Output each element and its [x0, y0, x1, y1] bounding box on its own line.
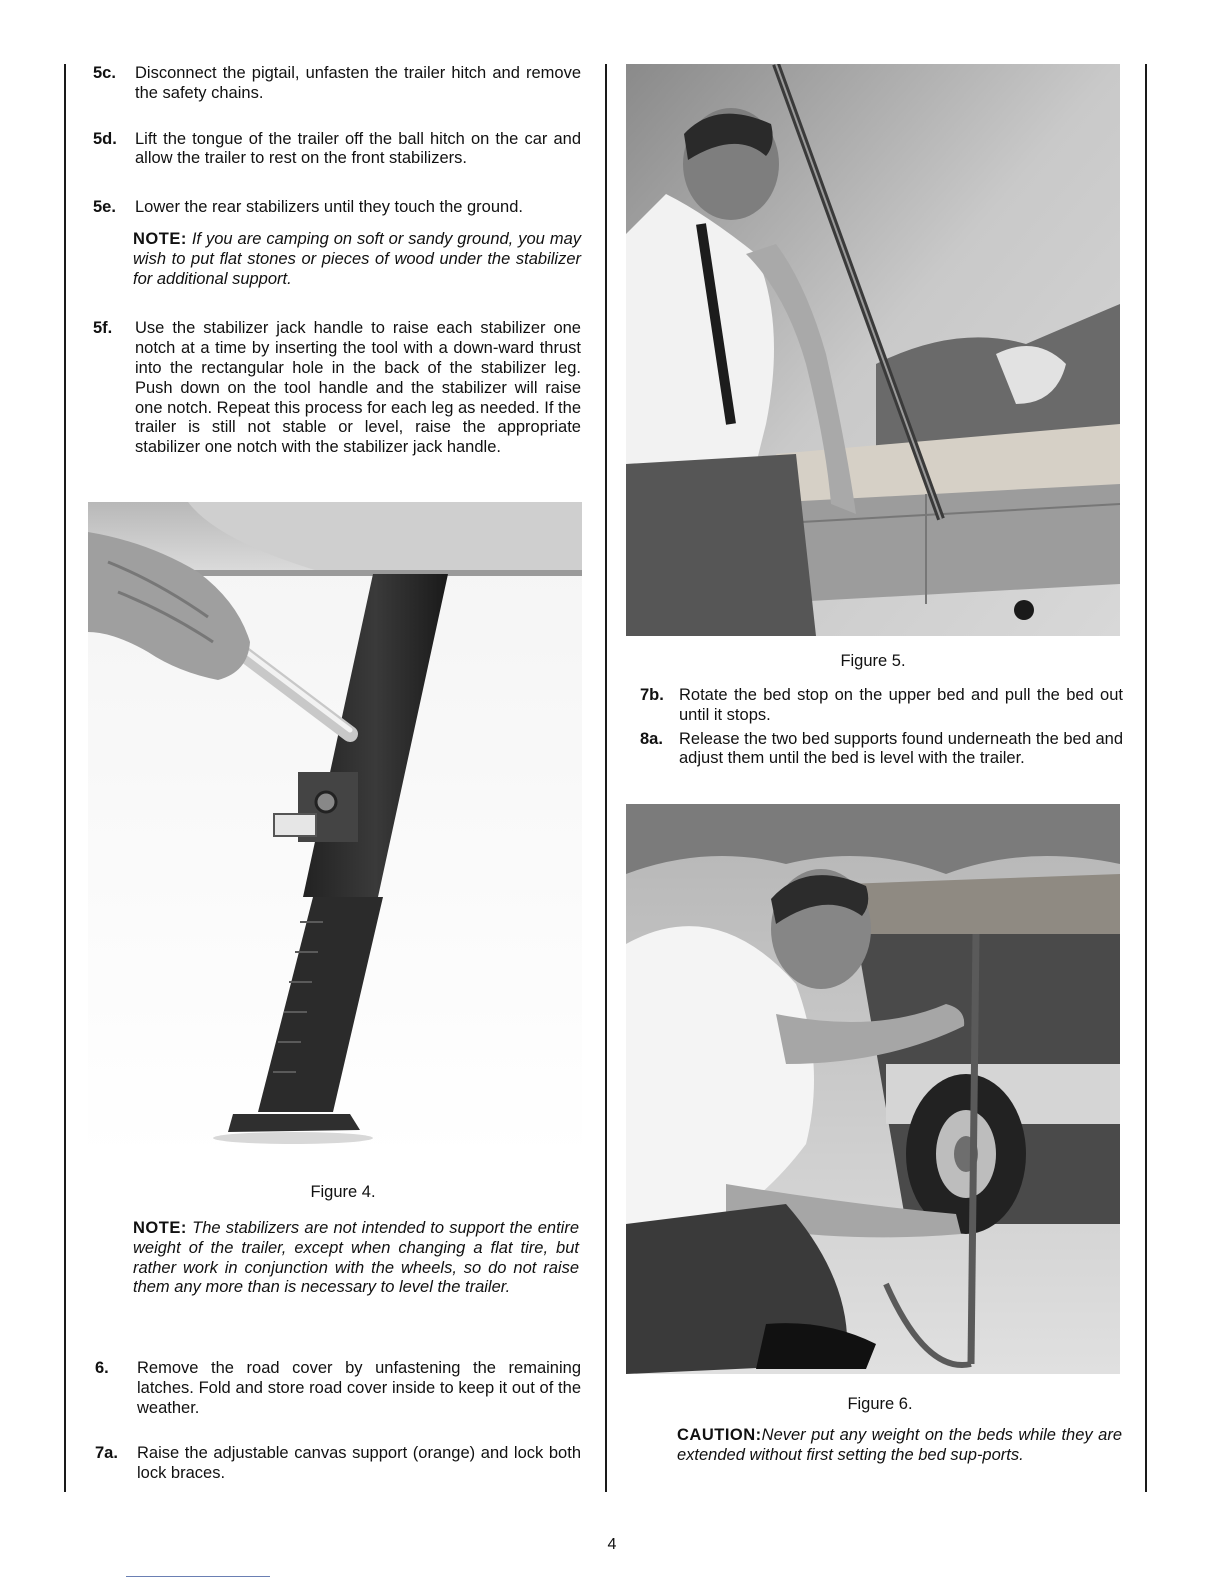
note-label: NOTE:: [133, 1219, 187, 1237]
step-number: 5e.: [93, 198, 116, 217]
step-8a: [640, 730, 1123, 770]
note-text: The stabilizers are not intended to support the entire weight of the trailer, except when changing a flat tire, but rather work in conjunction with the wheels, so do not raise them any more than is necessary to level the trailer.: [133, 1219, 580, 1297]
step-text: Use the stabilizer jack handle to raise each stabilizer one notch at a time by inserting the tool with a down-ward thrust into the rectangular hole in the back of the stabilizer leg. Push down on the tool handle and the stabilizer will raise one notch. Repeat this process for each leg as needed. If the trailer is still not stable or level, raise the appropriate stabilizer one notch with the stabilizer jack handle.: [135, 319, 581, 457]
step-number: 7a.: [95, 1444, 118, 1463]
figure-6-caption: Figure 6.: [847, 1395, 913, 1413]
caution-block: [677, 1426, 1122, 1466]
figure-6-image: [626, 804, 1120, 1374]
step-text: Remove the road cover by unfastening the remaining latches. Fold and store road cover inside to keep it out of the weather.: [137, 1359, 581, 1417]
note-stabilizer-weight: [133, 1219, 579, 1298]
right-margin-rule: [1145, 64, 1147, 1492]
step-5e: [93, 198, 581, 218]
step-5f: [93, 319, 581, 458]
step-number: 5c.: [93, 64, 116, 82]
note-label: NOTE:: [133, 229, 187, 248]
step-number: 5d.: [93, 129, 117, 148]
left-column-lower: [133, 1219, 579, 1298]
footer-rule: [126, 1576, 270, 1577]
caution-label: CAUTION:: [677, 1426, 762, 1444]
step-6: [95, 1359, 581, 1418]
note-soft-ground: [133, 230, 581, 289]
step-7a: [95, 1444, 581, 1484]
page-number: 4: [607, 1536, 617, 1553]
step-text: Lower the rear stabilizers until they touch the ground.: [135, 198, 523, 217]
step-text: Rotate the bed stop on the upper bed and pull the bed out until it stops.: [679, 686, 1123, 724]
step-text: Lift the tongue of the trailer off the ball hitch on the car and allow the trailer to rest on the front stabilizers.: [135, 129, 581, 168]
step-number: 8a.: [640, 729, 663, 748]
step-5c: [93, 64, 581, 104]
step-text: Disconnect the pigtail, unfasten the trailer hitch and remove the safety chains.: [135, 64, 581, 102]
step-text: Release the two bed supports found underneath the bed and adjust them until the bed is level with the trailer.: [679, 729, 1124, 768]
step-number: 6.: [95, 1359, 109, 1377]
step-text: Raise the adjustable canvas support (orange) and lock both lock braces.: [137, 1444, 581, 1483]
caution-text: Never put any weight on the beds while they are extended without first setting the bed sup-ports.: [677, 1426, 1122, 1464]
left-margin-rule: [64, 64, 66, 1492]
note-text: If you are camping on soft or sandy ground, you may wish to put flat stones or pieces of wood under the stabilizer for additional support.: [133, 229, 581, 288]
figure-5-caption: Figure 5.: [840, 652, 906, 670]
left-column-steps-lower: [95, 1359, 581, 1484]
step-7b: [640, 686, 1123, 726]
left-column: [93, 64, 581, 458]
figure-4-caption: Figure 4.: [310, 1183, 376, 1201]
figure-4-image: [88, 502, 582, 1162]
step-5d: [93, 130, 581, 170]
caution-note: [677, 1426, 1122, 1466]
step-number: 5f.: [93, 319, 113, 338]
step-number: 7b.: [640, 686, 664, 704]
right-column-steps: [640, 686, 1123, 769]
figure-5-image: [626, 64, 1120, 636]
center-column-rule: [605, 64, 607, 1492]
